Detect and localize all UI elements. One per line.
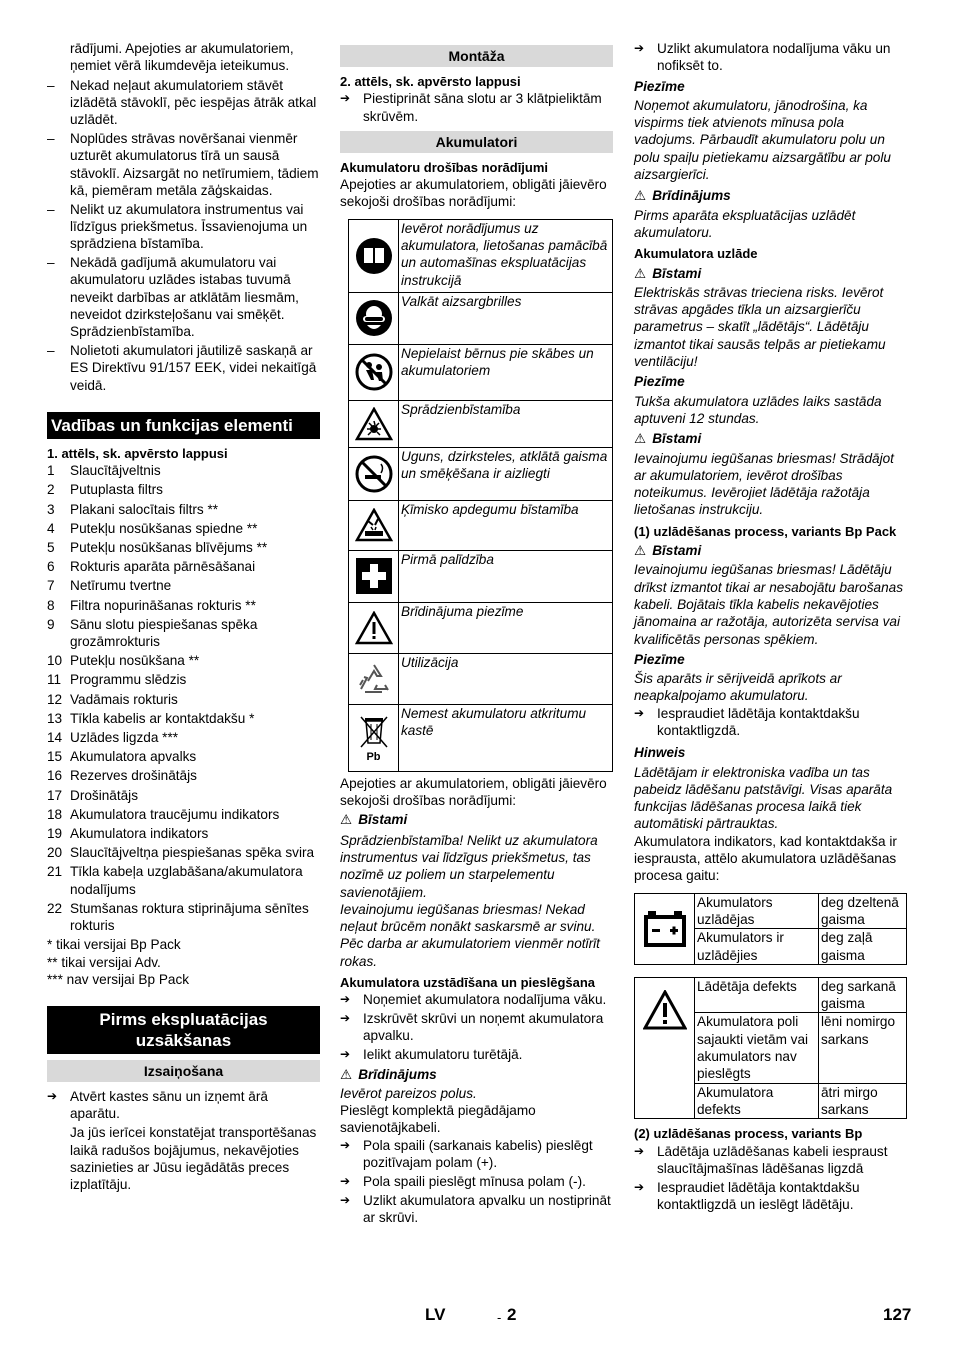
warning-icon: ⚠ [634,543,647,559]
part-item: 4 Putekļu nosūkšanas spiedne ** [47,520,258,536]
table-row [635,977,907,1013]
step-item: ➔ Uzlikt akumulatora apvalku un nostiprināt ar skrūvi. [340,1192,611,1225]
warning-text: Pirms aparāta ekspluatācijas uzlādēt akumulatoru. [634,207,856,240]
part-item: 9 Sānu slotu piespiešanas spēka grozāmrokturis [47,616,258,650]
table-cell: lēni nomirgo sarkans [819,1013,907,1083]
indicator-table-ok [634,893,907,965]
install-heading: Akumulatora uzstādīšana un pieslēgšana [340,975,596,991]
part-item: 2 Putuplasta filtrs [47,482,163,498]
warning-heading: ⚠ Brīdinājums [340,1066,437,1082]
battery-tips-list [47,77,320,394]
part-item: 10 Putekļu nosūkšana ** [47,653,200,669]
pb-label: Pb [366,750,381,763]
safety-text: Ievērot norādījumus uz akumulatora, lietošanas pamācībā un automašīnas ekspluatācijas instrukcijā [399,219,613,292]
warning-heading: ⚠ Brīdinājums [634,188,731,204]
part-item: 12 Vadāmais rokturis [47,691,178,707]
subheading-batteries: Akumulatori [340,131,613,153]
safety-text: Uguns, dzirksteles, atklātā gaisma un smēķēšana ir aizliegti [399,447,613,500]
part-item: 13 Tīkla kabelis ar kontaktdakšu * [47,710,255,726]
footnote: * tikai versijai Bp Pack [47,937,181,953]
part-item: 14 Uzlādes ligzda *** [47,729,179,745]
safety-text: Brīdinājuma piezīme [399,602,613,653]
explosion-icon [349,400,399,447]
step-item: ➔ Ielikt akumulatoru turētājā. [340,1047,523,1063]
footnote: *** nav versijai Bp Pack [47,971,190,987]
note-text: Noņemot akumulatoru, jānodrošina, ka vispirms tiek atvienots mīnusa pola vadojums. Pārbaudīt akumulatoru polu un polu spaiļu pietiekamu aizsargātību ar polu aizsargierīci. [634,97,891,183]
list-item: – Nekādā gadījumā akumulatoru vai akumulatoru uzlādes istabas tuvumā neveikt darbības ar atklātām liesmām, neveidot dzirksteļošanu vai smēķēt. Sprādzienbīstamība. [47,255,299,340]
table-row [349,500,613,550]
book-icon [349,219,399,292]
safety-intro: Apejoties ar akumulatoriem, obligāti jāievēro sekojoši drošības norādījumi: [340,177,607,210]
table-cell: Lādētāja defekts [695,977,819,1013]
table-cell: deg dzeltenā gaisma [819,893,907,929]
list-item: – Noplūdes strāvas novēršanai vienmēr uzturēt akumulatorus tīrā un sausā stāvoklī. Aizsargāt no netīrumiem, tādiem kā, piemēram metāla zāģskaidas. [47,130,319,198]
part-item: 19 Akumulatora indikators [47,825,209,841]
no-children-icon [349,344,399,400]
step-item: ➔ Izskrūvēt skrūvi un noņemt akumulatora apvalku. [340,1011,604,1044]
danger-text: Elektriskās strāvas trieciena risks. Ievērot strāvas apgādes tīkla un aizsargierīču parametrus – skatīt „lādētājs“. Lādētāju izmantot tikai sausās telpās ar pietiekamu ventilāciju! [634,284,886,370]
part-item: 3 Plakani salocītais filtrs ** [47,501,219,517]
no-fire-icon [349,447,399,500]
table-row [349,653,613,704]
step-item: ➔ Iespraudiet lādētāja kontaktdakšu kontaktligzdā. [634,705,860,738]
danger-heading: ⚠ Bīstami [634,265,702,281]
step-item: ➔ Noņemiet akumulatora nodalījuma vāku. [340,992,607,1008]
connect-text: Pieslēgt komplektā piegādājamo savienotājkabeli. [340,1103,536,1136]
language-code: LV [425,1305,446,1324]
subheading-mounting: Montāža [340,45,613,67]
table-cell: Akumulatora poli sajaukti vietām vai akumulators nav pieslēgts [695,1013,819,1083]
unpack-note: Ja jūs ierīcei konstatējat transportēšanas laikā radušos bojājumus, nekavējoties sazinieties ar Jūsu iegādātās preces izplatītāju. [70,1125,317,1193]
footnote: ** tikai versijai Adv. [47,954,161,970]
note-heading: Piezīme [634,374,685,390]
table-row [349,400,613,447]
table-row [349,292,613,344]
part-item: 5 Putekļu nosūkšanas blīvējums ** [47,539,268,555]
table-row [349,344,613,400]
danger-text: Sprādzienbīstamība! Nelikt uz akumulatora instrumentus vai līdzīgus priekšmetus, tas nozīmē uz poliem un starpelementu savienotājiem. [340,832,598,900]
battery-icon [635,893,695,964]
step-item: ➔ Piestiprināt sāna slotu ar 3 klātpieliktām skrūvēm. [340,91,602,124]
step-item: ➔ Atvērt kastes sānu un izņemt ārā aparātu. [47,1089,268,1122]
part-item: 6 Rokturis aparāta pārnēsāšanai [47,559,256,575]
page-sub-number: 2 [507,1305,517,1324]
danger-heading: ⚠ Bīstami [634,543,702,559]
page-number: 127 [883,1305,912,1324]
warning-icon: ⚠ [340,812,353,828]
page-sub-prefix: - [497,1310,502,1325]
warning-text: Ievērot pareizos polus. [340,1085,477,1101]
column-2 [340,45,613,1228]
safety-text: Ķīmisko apdegumu bīstamība [399,500,613,550]
safety-text: Sprādzienbīstamība [399,400,613,447]
part-item: 1 Slaucītājveltnis [47,463,161,479]
danger-heading: ⚠ Bīstami [340,812,408,828]
step-item: ➔ Pola spaili pieslēgt mīnusa polam (-). [340,1173,586,1189]
column-1 [47,40,320,1193]
hint-heading: Hinweis [634,745,686,761]
note-text: Tukša akumulatora uzlādes laiks sastāda aptuveni 12 stundas. [634,393,882,426]
part-item: 7 Netīrumu tvertne [47,578,172,594]
indicator-text: Akumulatora indikators, kad kontaktdakša ir iesprausta, attēlo akumulatora uzlādēšanas procesa gaitu: [634,833,897,884]
note-heading: Piezīme [634,651,685,667]
safety-text: Utilizācija [399,653,613,704]
safety-text: Valkāt aizsargbrilles [399,292,613,344]
warning-icon [349,602,399,653]
table-row [349,550,613,602]
section-heading-controls: Vadības un funkcijas elementi [47,412,320,439]
part-item: 21 Tīkla kabeļa uzglabāšana/akumulatora nodalījums [47,864,303,897]
warning-icon [635,977,695,1118]
goggles-icon [349,292,399,344]
table-row [349,447,613,500]
figure-reference: 1. attēls, sk. apvērsto lappusi [47,445,228,461]
process-heading: (1) uzlādēšanas process, variants Bp Pack [634,523,897,539]
after-table-text: Apejoties ar akumulatoriem, obligāti jāievēro sekojoši drošības norādījumi: [340,775,607,809]
warning-icon: ⚠ [340,1066,353,1082]
intro-continuation: rādījumi. Apejoties ar akumulatoriem, ņemiet vērā likumdevēja ieteikumus. [70,41,294,74]
danger-text: Ievainojumu iegūšanas briesmas! Lādētāju drīkst izmantot tikai ar nesabojātu barošanas kabeli. Bojātais tīkla kabelis nekavējoties jānomaina ar ražotāja, autorizēta servisa vai kvalificētās personas spēkiem. [634,562,903,647]
table-row [635,893,907,929]
table-cell: ātri mirgo sarkans [819,1083,907,1119]
note-heading: Piezīme [634,78,685,94]
step-item: ➔ Uzlikt akumulatora nodalījuma vāku un nofiksēt to. [634,41,891,74]
hint-text: Lādētājam ir elektroniska vadība un tas pabeidz lādēšanu patstāvīgi. Visas aparāta funkcijas lādēšanas procesa laikā tiek automātiski pārtrauktas. [634,764,893,832]
step-item: ➔ Iespraudiet lādētāja kontaktdakšu kontaktligzdā un ieslēgt lādētāju. [634,1179,860,1212]
table-row [349,602,613,653]
safety-text: Nepielaist bērnus pie skābes un akumulatoriem [399,344,613,400]
safety-text: Nemest akumulatoru atkritumu kastē [399,704,613,771]
corrosive-icon [349,500,399,550]
table-cell: Akumulators uzlādējas [695,893,819,929]
part-item: 11 Programmu slēdzis [47,672,187,688]
list-item: – Nolietoti akumulatori jāutilizē saskaņā ar ES Direktīvu 91/157 EEK, videi nekaitīgā veidā. [47,343,317,393]
table-cell: deg sarkanā gaisma [819,977,907,1013]
danger-text: Ievainojumu iegūšanas briesmas! Strādājot ar akumulatoriem, ievērot drošības noteikumus. Ievērojiet lādētāja ražotāja lietošanas instrukciju. [634,450,894,518]
safety-symbols-table [348,219,613,772]
first-aid-icon [349,550,399,602]
warning-icon: ⚠ [634,431,647,447]
table-row [349,219,613,292]
column-3 [634,40,907,1215]
process-heading: (2) uzlādēšanas process, variants Bp [634,1126,863,1142]
parts-list [47,462,320,934]
step-item: ➔ Pola spaili (sarkanais kabelis) pieslēgt pozitīvajam polam (+). [340,1137,593,1171]
list-item: – Nelikt uz akumulatora instrumentus vai līdzīgus priekšmetus. Īssavienojuma un sprādziena bīstamība. [47,201,308,252]
figure-reference: 2. attēls, sk. apvērsto lappusi [340,74,521,89]
warning-icon: ⚠ [634,188,647,204]
subheading-unpacking: Izsaiņošana [47,1060,320,1082]
part-item: 8 Filtra nopurināšanas rokturis ** [47,597,256,613]
charge-heading: Akumulatora uzlāde [634,246,758,262]
recycle-icon [349,653,399,704]
bin-pb-icon [349,704,399,771]
note-text: Šis aparāts ir sērijveidā aprīkots ar neapkalpojamo akumulatoru. [634,671,842,704]
indicator-table-fault [634,977,907,1119]
section-heading-before-start: Pirms ekspluatācijas uzsākšanas [47,1006,320,1054]
part-item: 22 Stumšanas roktura stiprinājuma sēnītes rokturis [47,900,309,934]
part-item: 15 Akumulatora apvalks [47,749,197,765]
warning-icon: ⚠ [634,265,647,281]
part-item: 17 Drošinātājs [47,787,138,803]
table-cell: deg zaļā gaisma [819,929,907,965]
table-cell: Akumulatora defekts [695,1083,819,1119]
step-item: ➔ Lādētāja uzlādēšanas kabeli iespraust slaucītājmašīnas lādēšanas ligzdā [634,1143,888,1176]
part-item: 18 Akumulatora traucējumu indikators [47,806,280,822]
part-item: 20 Slaucītājveltņa piespiešanas spēka svira [47,845,315,861]
safety-text: Pirmā palīdzība [399,550,613,602]
table-row [349,704,613,771]
table-cell: Akumulators ir uzlādējies [695,929,819,965]
danger-text: Ievainojumu iegūšanas briesmas! Nekad neļaut brūcēm nonākt saskarsmē ar svinu. Pēc darba ar akumulatoriem vienmēr notīrīt rokas. [340,901,600,969]
part-item: 16 Rezerves drošinātājs [47,768,197,784]
list-item: – Nekad neļaut akumulatoriem stāvēt izlādētā stāvoklī, pēc iespējas ātrāk atkal uzlādēt. [47,77,317,128]
danger-heading: ⚠ Bīstami [634,431,702,447]
safety-heading: Akumulatoru drošības norādījumi [340,159,549,175]
